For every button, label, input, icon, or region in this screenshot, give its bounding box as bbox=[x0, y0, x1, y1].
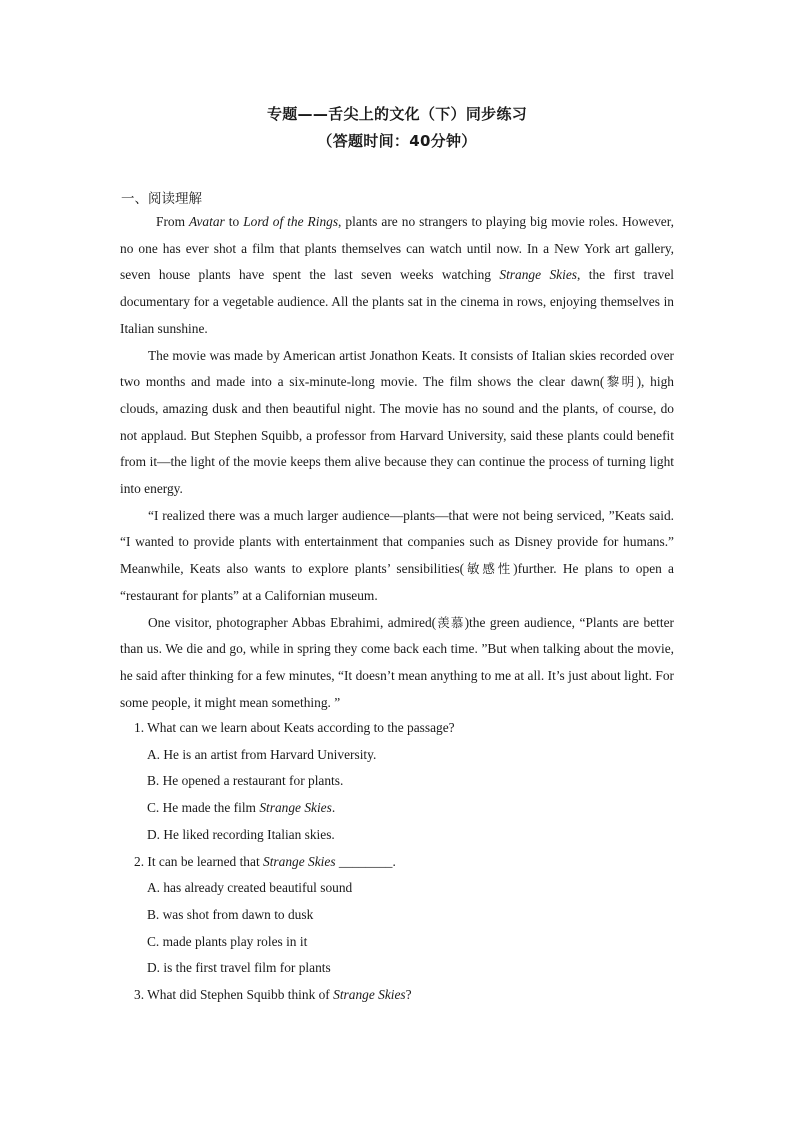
film-title: Lord of the Rings bbox=[243, 214, 339, 229]
text-run: “I realized there was a much larger audience—plants—that were not being serviced, ”Keats said. “I wanted to provide plants with entertainment that companies such as Disney provide for humans.” Meanwhile, Keats also wants to explore plants’ sensibilities( bbox=[120, 507, 674, 577]
question-2-option-a: A. has already created beautiful sound bbox=[147, 880, 353, 896]
text-run: )further. He plans to open a “restaurant for plants” at a Californian museum. bbox=[120, 561, 675, 603]
text-run: 3. What did Stephen Squibb think of bbox=[134, 987, 334, 1003]
question-2-option-d: D. is the first travel film for plants bbox=[147, 960, 331, 976]
text-run: ), high clouds, amazing dusk and then beautiful night. The movie has no sound and the plants, of course, do not applaud. But Stephen Squibb, a professor from Harvard University, said these plants could benefit from it—the light of the movie keeps them alive because they can continue the process of turning light into energy. bbox=[120, 374, 674, 497]
paragraph-4 bbox=[120, 610, 674, 717]
paragraph-1 bbox=[120, 209, 674, 343]
text-run: )the green audience, “Plants are better than us. We die and go, while in spring they come back each time. ”But when talking about the movie, he said after thinking for a few minutes, “It doesn’t mean anything to me at all. It’s just about light. For some people, it might mean something. ” bbox=[120, 614, 674, 710]
text-run: ? bbox=[405, 987, 412, 1003]
reading-passage bbox=[120, 209, 674, 716]
text-run: , the first travel documentary for a vegetable audience. All the plants sat in the cinema in rows, enjoying themselves in Italian sunshine. bbox=[120, 267, 674, 336]
question-1-option-d: D. He liked recording Italian skies. bbox=[147, 826, 335, 842]
text-run: , plants are no strangers to playing big movie roles. However, no one has ever shot a film that plants themselves can watch until now. In a New York art gallery, seven house plants have spent the last seven weeks watching bbox=[120, 214, 674, 283]
gloss: 羡慕 bbox=[436, 614, 465, 630]
question-2-option-c: C. made plants play roles in it bbox=[147, 933, 308, 949]
questions bbox=[134, 715, 674, 1009]
page-subtitle: （答题时间：40分钟） bbox=[317, 132, 477, 150]
film-title: Strange Skies bbox=[499, 267, 577, 283]
text-run: . bbox=[331, 800, 336, 816]
question-2-option-b: B. was shot from dawn to dusk bbox=[147, 906, 314, 922]
gloss: 敏感性 bbox=[464, 561, 514, 577]
question-1-option-b: B. He opened a restaurant for plants. bbox=[147, 773, 344, 789]
film-title: Strange Skies bbox=[263, 853, 336, 869]
paragraph-2 bbox=[120, 343, 674, 503]
gloss: 黎明 bbox=[604, 374, 637, 390]
text-run: One visitor, photographer Abbas Ebrahimi, admired( bbox=[148, 614, 437, 630]
text-run: C. He made the film bbox=[147, 800, 260, 816]
question-2-stem bbox=[134, 849, 674, 876]
film-title: Strange Skies bbox=[259, 800, 332, 816]
page-title: 专题——舌尖上的文化（下）同步练习 bbox=[266, 105, 528, 123]
section-heading: 一、阅读理解 bbox=[121, 191, 202, 207]
question-1-option-a: A. He is an artist from Harvard University. bbox=[147, 746, 377, 762]
question-1-option-c bbox=[147, 795, 674, 822]
text-run: ________. bbox=[335, 853, 396, 869]
question-1-stem: 1. What can we learn about Keats according to the passage? bbox=[134, 720, 455, 735]
text-run: to bbox=[224, 214, 244, 229]
film-title: Strange Skies bbox=[333, 987, 406, 1003]
text-run: From bbox=[156, 214, 190, 229]
text-run: 2. It can be learned that bbox=[134, 853, 264, 869]
paragraph-3 bbox=[120, 503, 674, 610]
text-run: The movie was made by American artist Jonathon Keats. It consists of Italian skies recorded over two months and made into a six-minute-long movie. The film shows the clear dawn( bbox=[120, 347, 674, 390]
question-3-stem bbox=[134, 982, 674, 1009]
film-title: Avatar bbox=[189, 214, 225, 229]
